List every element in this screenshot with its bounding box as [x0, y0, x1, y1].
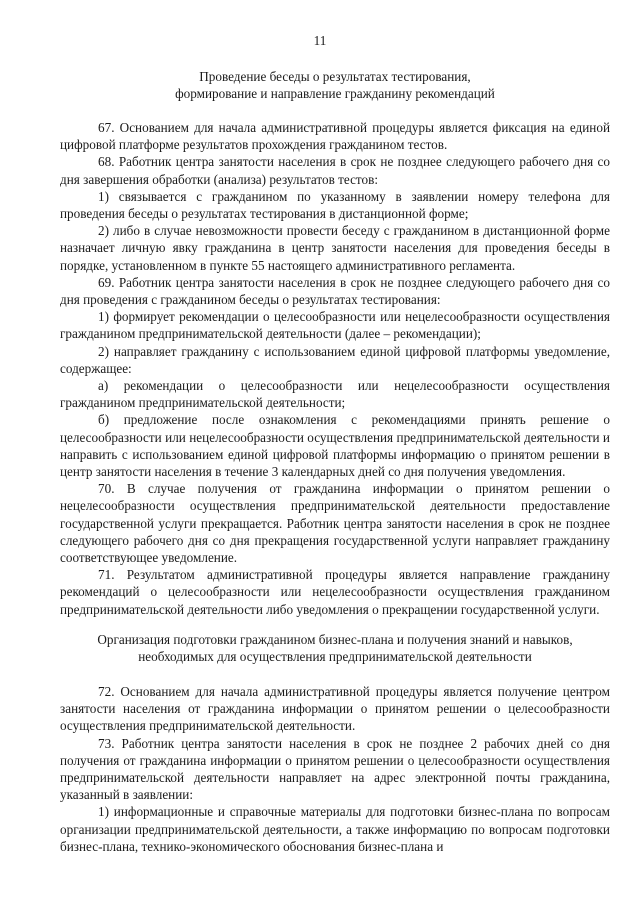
paragraph-73: 73. Работник центра занятости населения в срок не позднее 2 рабочих дней со дня получения от гражданина информации о принятом решении о целесообразности осуществления предпринимательской деятельности направляет на адрес электронной почты гражданина, указанный в заявлении: [60, 735, 610, 803]
section-body-business-plan [60, 683, 610, 855]
paragraph-71: 71. Результатом административной процедуры является направление гражданину рекомендаций о целесообразности или нецелесообразности осуществления гражданином предпринимательской деятельности либо уведомления о прекращении государственной услуги. [60, 567, 610, 617]
paragraph-69-item-2b: б) предложение после ознакомления с рекомендациями принять решение о целесообразности или нецелесообразности осуществления предпринимательской деятельности и направить с использованием единой цифровой платформы информацию о принятом решении в центр занятости населения в течение 3 календарных дней со дня получения уведомления. [60, 412, 610, 480]
paragraph-69-item-1: 1) формирует рекомендации о целесообразности или нецелесообразности осуществления гражданином предпринимательской деятельности (далее – рекомендации); [60, 309, 610, 342]
section-body-testing-results [60, 119, 610, 618]
paragraph-68-item-2: 2) либо в случае невозможности провести беседу с гражданином в дистанционной форме назначает личную явку гражданина в центр занятости населения для проведения беседы в порядке, установленном в пункте 55 настоящего административного регламента. [60, 223, 610, 273]
section-heading-testing-results [60, 68, 610, 102]
page-number: 11 [313, 33, 327, 48]
heading-line: Организация подготовки гражданином бизнес-плана и получения знаний и навыков, [97, 632, 573, 647]
heading-line: формирование и направление гражданину рекомендаций [175, 86, 495, 102]
heading-line: необходимых для осуществления предпринимательской деятельности [138, 649, 532, 665]
paragraph-70: 70. В случае получения от гражданина информации о принятом решении о нецелесообразности осуществления предпринимательской деятельности предоставление государственной услуги прекращается. Работник центра занятости населения в срок не позднее следующего рабочего дня со дня прекращения государственной услуги направляет гражданину соответствующее уведомление. [60, 481, 610, 566]
paragraph-69: 69. Работник центра занятости населения в срок не позднее следующего рабочего дня со дня проведения с гражданином беседы о результатах тестирования: [60, 274, 610, 308]
paragraph-68-item-1: 1) связывается с гражданином по указанному в заявлении номеру телефона для проведения беседы о результатах тестирования в дистанционной форме; [60, 188, 610, 222]
paragraph-73-item-1: 1) информационные и справочные материалы для подготовки бизнес-плана по вопросам организации предпринимательской деятельности, а также информацию по вопросам подготовки бизнес-плана, технико-экономического обоснования бизнес-плана и [60, 804, 610, 854]
heading-line: Проведение беседы о результатах тестирования, [199, 69, 471, 84]
paragraph-72: 72. Основанием для начала административной процедуры является получение центром занятости населения от гражданина информации о принятом решении о целесообразности осуществления предпринимательской деятельности. [60, 684, 610, 734]
paragraph-69-item-2a: а) рекомендации о целесообразности или нецелесообразности осуществления гражданином предпринимательской деятельности; [60, 378, 610, 411]
paragraph-69-item-2: 2) направляет гражданину с использованием единой цифровой платформы уведомление, содержащее: [60, 343, 610, 376]
section-heading-business-plan [60, 631, 610, 665]
paragraph-68: 68. Работник центра занятости населения в срок не позднее следующего рабочего дня со дня завершения обработки (анализа) результатов тестов: [60, 154, 610, 187]
paragraph-67: 67. Основанием для начала административной процедуры является фиксация на единой цифровой платформе результатов прохождения гражданином тестов. [60, 120, 610, 153]
